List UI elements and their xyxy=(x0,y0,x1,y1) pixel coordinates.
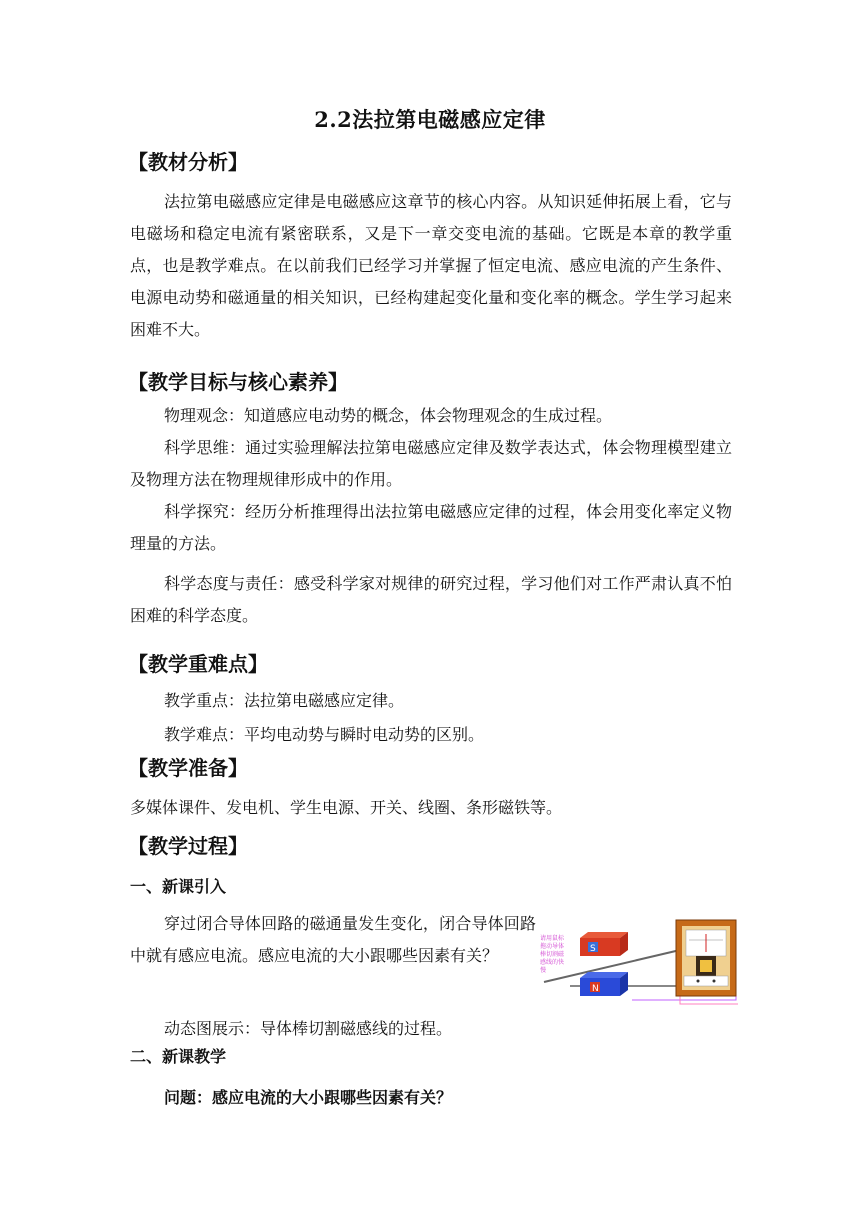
galvanometer xyxy=(676,920,736,996)
document-title: 2.2法拉第电磁感应定律 xyxy=(314,107,546,132)
keypoint-focus: 教学重点：法拉第电磁感应定律。 xyxy=(164,691,405,710)
intro-demo-text: 动态图展示：导体棒切割磁感线的过程。 xyxy=(164,1019,453,1038)
svg-text:请用鼠标: 请用鼠标 xyxy=(540,935,565,942)
section-heading-analysis: 【教材分析】 xyxy=(128,150,248,174)
magnet-n-label: N xyxy=(592,984,599,994)
analysis-paragraph: 法拉第电磁感应定律是电磁感应这章节的核心内容。从知识延伸拓展上看，它与电磁场和稳定电流有紧密联系，又是下一章交变电流的基础。它既是本章的教学重点，也是教学难点。在以前我们已经学习并掌握了恒定电流、感应电流的产生条件、电源电动势和磁通量的相关知识，已经构建起变化量和变化率的概念。学生学习起来困难不大。 xyxy=(130,192,732,339)
side-note xyxy=(540,934,565,974)
magnet-n xyxy=(580,972,628,996)
magnet-s xyxy=(580,932,628,956)
svg-text:拖动导体: 拖动导体 xyxy=(540,943,565,950)
svg-text:感线的快: 感线的快 xyxy=(540,959,565,966)
teaching-question: 问题：感应电流的大小跟哪些因素有关？ xyxy=(164,1088,453,1107)
preparation-text: 多媒体课件、发电机、学生电源、开关、线圈、条形磁铁等。 xyxy=(130,798,563,817)
keypoint-difficulty: 教学难点：平均电动势与瞬时电动势的区别。 xyxy=(164,725,485,744)
objective-scientific-thinking: 科学思维：通过实验理解法拉第电磁感应定律及数学表达式，体会物理模型建立及物理方法在物理规律形成中的作用。 xyxy=(130,438,732,489)
objective-scientific-inquiry: 科学探究：经历分析推理得出法拉第电磁感应定律的过程，体会用变化率定义物理量的方法。 xyxy=(130,502,732,553)
intro-subheading: 一、新课引入 xyxy=(130,877,227,896)
objective-attitude-responsibility: 科学态度与责任：感受科学家对规律的研究过程，学习他们对工作严肃认真不怕困难的科学态度。 xyxy=(130,574,732,625)
objective-physics-concept: 物理观念：知道感应电动势的概念，体会物理观念的生成过程。 xyxy=(164,406,613,425)
intro-paragraph: 穿过闭合导体回路的磁通量发生变化，闭合导体回路中就有感应电流。感应电流的大小跟哪些因素有关？ xyxy=(130,914,536,965)
induction-experiment-figure xyxy=(540,916,740,1008)
section-heading-preparation: 【教学准备】 xyxy=(128,756,248,780)
section-heading-process: 【教学过程】 xyxy=(128,834,248,858)
magnet-s-label: S xyxy=(590,944,596,954)
teaching-subheading: 二、新课教学 xyxy=(130,1047,227,1066)
svg-text:棒切割磁: 棒切割磁 xyxy=(540,951,565,958)
induction-apparatus-illustration xyxy=(540,916,740,1008)
section-heading-keypoints: 【教学重难点】 xyxy=(128,652,268,676)
svg-text:慢: 慢 xyxy=(540,967,547,974)
section-heading-objectives: 【教学目标与核心素养】 xyxy=(128,370,348,394)
